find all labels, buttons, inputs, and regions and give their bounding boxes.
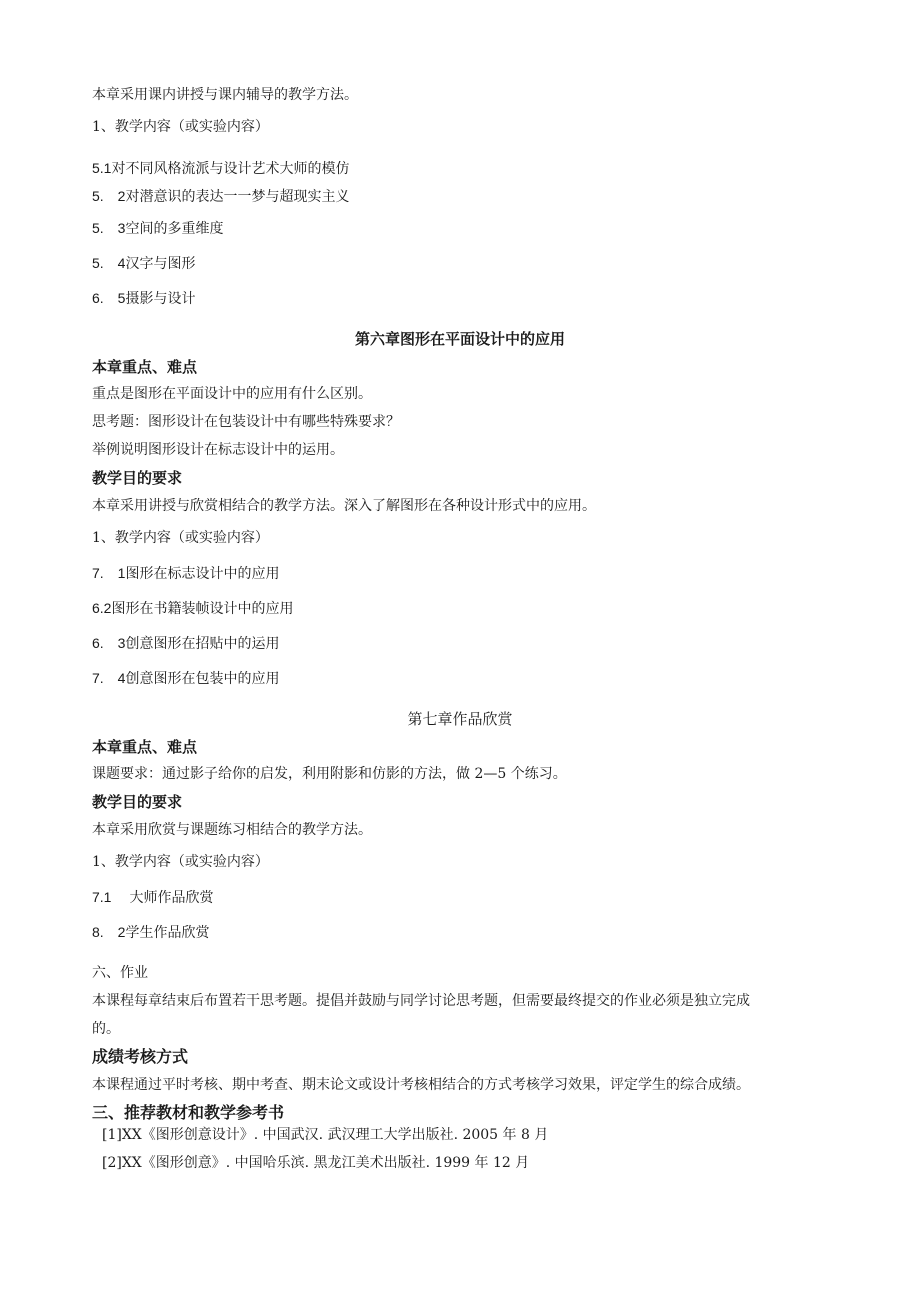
item-number: 5. 4	[92, 255, 126, 271]
item-number: 8. 2	[92, 924, 126, 940]
item-text: 学生作品欣赏	[125, 925, 210, 941]
chapter6-goal-text: 本章采用讲授与欣赏相结合的教学方法。深入了解图形在各种设计形式中的应用。	[92, 498, 596, 514]
homework-text-line2: 的。	[92, 1021, 120, 1037]
chapter6-content-heading: 1、教学内容（或实验内容）	[92, 530, 269, 546]
list-item	[92, 254, 195, 273]
item-number: 5. 3	[92, 220, 126, 236]
chapter7-goal-text: 本章采用欣赏与课题练习相结合的教学方法。	[92, 822, 372, 838]
chapter6-title: 第六章图形在平面设计中的应用	[354, 330, 565, 348]
reference-item: [2]XX《图形创意》. 中国哈乐滨. 黑龙江美术出版社. 1999 年 12 月	[102, 1155, 530, 1171]
item-text: 对潜意识的表达一一梦与超现实主义	[125, 189, 350, 205]
item-number: 5. 2	[92, 188, 126, 204]
item-number: 5.1	[92, 160, 112, 176]
chapter6-key-line: 重点是图形在平面设计中的应用有什么区别。	[92, 386, 372, 402]
chapter7-goal-heading: 教学目的要求	[92, 793, 183, 811]
item-number: 7.1	[92, 889, 112, 905]
item-number: 7. 1	[92, 565, 126, 581]
item-number: 7. 4	[92, 670, 126, 686]
item-text: 对不同风格流派与设计艺术大师的模仿	[111, 161, 350, 177]
item-text: 空间的多重维度	[125, 221, 224, 237]
list-item	[92, 159, 349, 178]
item-text: 汉字与图形	[125, 256, 196, 272]
list-item	[92, 564, 279, 583]
item-text: 创意图形在包装中的应用	[125, 671, 280, 687]
chapter7-title: 第七章作品欣赏	[407, 710, 513, 728]
item-text: 大师作品欣赏	[129, 890, 214, 906]
list-item	[92, 187, 349, 206]
references-heading: 三、推荐教材和教学参考书	[92, 1103, 285, 1122]
list-item	[92, 599, 293, 618]
list-item	[92, 634, 279, 653]
list-item	[92, 669, 279, 688]
chapter7-content-heading: 1、教学内容（或实验内容）	[92, 854, 269, 870]
chapter5-method-text: 本章采用课内讲授与课内辅导的教学方法。	[92, 87, 358, 103]
reference-item: [1]XX《图形创意设计》. 中国武汉. 武汉理工大学出版社. 2005 年 8 月	[102, 1127, 549, 1143]
list-item	[92, 888, 213, 907]
homework-text-line1: 本课程每章结束后布置若干思考题。提倡并鼓励与同学讨论思考题，但需要最终提交的作业必须是独立完成	[92, 993, 750, 1009]
item-number: 6. 5	[92, 290, 126, 306]
chapter6-goal-heading: 教学目的要求	[92, 469, 183, 487]
item-number: 6. 3	[92, 635, 126, 651]
chapter6-key-heading: 本章重点、难点	[92, 358, 198, 376]
list-item	[92, 923, 209, 942]
item-text: 图形在书籍装帧设计中的应用	[111, 601, 294, 617]
item-number: 6.2	[92, 600, 112, 616]
chapter6-key-line: 思考题：图形设计在包装设计中有哪些特殊要求？	[92, 414, 400, 430]
item-text: 摄影与设计	[125, 291, 196, 307]
chapter5-content-heading: 1、教学内容（或实验内容）	[92, 119, 269, 135]
grading-text: 本课程通过平时考核、期中考查、期末论文或设计考核相结合的方式考核学习效果，评定学生的综合成绩。	[92, 1077, 750, 1093]
chapter7-key-text: 课题要求：通过影子给你的启发，利用附影和仿影的方法，做 2—5 个练习。	[92, 766, 567, 782]
homework-heading: 六、作业	[92, 965, 148, 981]
list-item	[92, 289, 195, 308]
grading-heading: 成绩考核方式	[92, 1047, 189, 1066]
list-item	[92, 219, 223, 238]
chapter7-key-heading: 本章重点、难点	[92, 738, 198, 756]
item-text: 创意图形在招贴中的运用	[125, 636, 280, 652]
chapter6-key-line: 举例说明图形设计在标志设计中的运用。	[92, 442, 344, 458]
item-text: 图形在标志设计中的应用	[125, 566, 280, 582]
